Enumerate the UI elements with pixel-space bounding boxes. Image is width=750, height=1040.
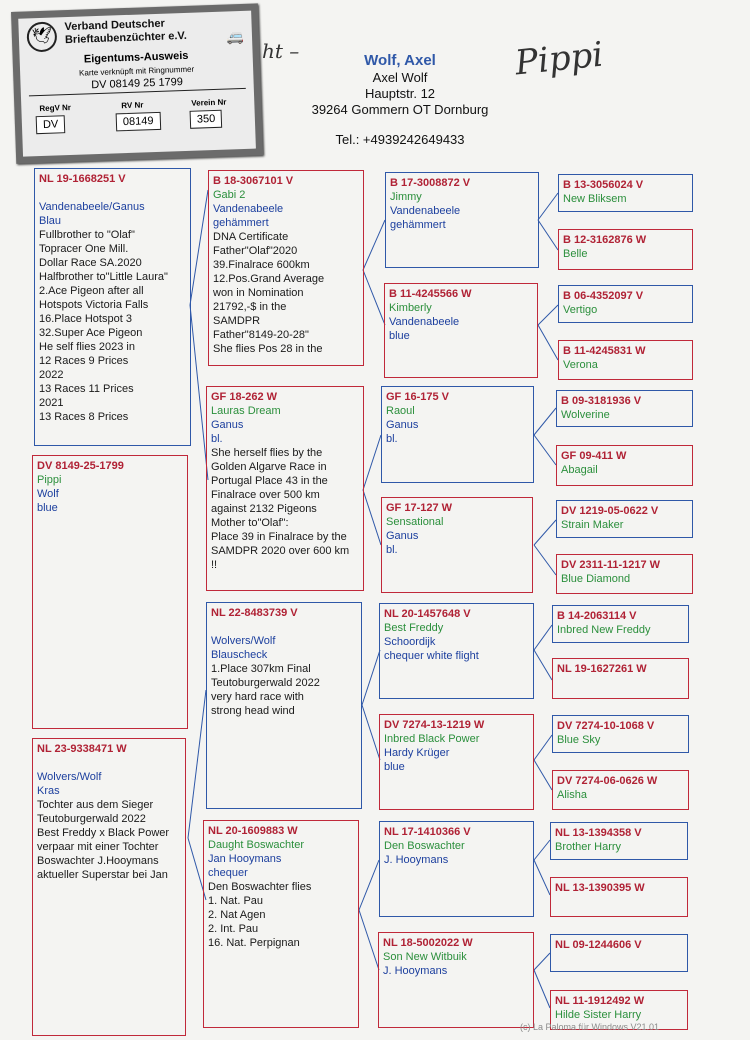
pigeon-name: Pippi — [37, 474, 62, 486]
ring-number: NL 13-1394358 V — [555, 827, 642, 839]
breed: Ganus — [386, 530, 419, 542]
connector-line — [363, 270, 385, 325]
color-text: Kras — [37, 785, 60, 797]
pedigree-box-g13 — [550, 822, 688, 860]
spacer — [211, 620, 357, 634]
verein-value: 350 — [190, 110, 223, 129]
pigeon-name: Inbred Black Power — [384, 733, 480, 745]
description-line: SAMDPR — [213, 315, 261, 327]
description-line: 16. Nat. Perpignan — [208, 937, 300, 949]
connector-line — [534, 650, 552, 680]
connector-line — [538, 325, 558, 360]
description-line: 2.Ace Pigeon after all — [39, 285, 144, 297]
description-line: Golden Algarve Race in — [211, 461, 327, 473]
handwritten-name: Pippi — [513, 34, 606, 84]
description-line: Finalrace over 500 km — [211, 489, 320, 501]
description-line: 12 Races 9 Prices — [39, 355, 129, 367]
pedigree-box-g11 — [552, 715, 689, 753]
connector-line — [362, 705, 380, 760]
connector-line — [534, 520, 556, 545]
pedigree-box-self_dam — [32, 738, 186, 1036]
connector-line — [534, 760, 552, 790]
ring-number: NL 09-1244606 V — [555, 939, 642, 951]
regv-label: RegV Nr — [39, 102, 72, 114]
pigeon-name: Vertigo — [563, 304, 598, 316]
color-text: blue — [37, 502, 58, 514]
handwritten-note: ht – — [262, 39, 300, 63]
pedigree-box-g6 — [556, 445, 693, 486]
description-line: Portugal Place 43 in the — [211, 475, 328, 487]
ring-number: NL 23-9338471 W — [37, 743, 127, 755]
description-line: DNA Certificate — [213, 231, 289, 243]
connector-line — [534, 735, 552, 760]
pigeon-name: Son New Witbuik — [383, 951, 467, 963]
description-line: 12.Pos.Grand Average — [213, 273, 325, 285]
color-text: blue — [389, 330, 410, 342]
ring-number: NL 13-1390395 W — [555, 882, 645, 894]
pigeon-name: Belle — [563, 248, 588, 260]
description-line: Halfbrother to"Little Laura" — [39, 271, 168, 283]
pedigree-box-g10 — [552, 658, 689, 699]
pedigree-box-g14 — [550, 877, 688, 917]
description-line: He self flies 2023 in — [39, 341, 135, 353]
pigeon-name: Den Boswachter — [384, 840, 465, 852]
pigeon-name: Best Freddy — [384, 622, 444, 634]
description-line: Teutoburgerwald 2022 — [37, 813, 146, 825]
color-text: bl. — [211, 433, 223, 445]
pigeon-name: Gabi 2 — [213, 189, 246, 201]
connector-line — [538, 220, 558, 250]
description-line: Den Boswachter flies — [208, 881, 312, 893]
description-line: Teutoburgerwald 2022 — [211, 677, 320, 689]
description-line: 1.Place 307km Final — [211, 663, 311, 675]
connector-line — [359, 860, 379, 910]
breed: Ganus — [211, 419, 244, 431]
card-org: Verband Deutscher Brieftaubenzüchter e.V. — [64, 17, 188, 47]
ring-number: GF 17-127 W — [386, 502, 453, 514]
ring-number: DV 7274-13-1219 W — [384, 719, 485, 731]
pedigree-box-dss — [379, 603, 534, 699]
description-line: aktueller Superstar bei Jan — [37, 869, 168, 881]
connector-line — [534, 545, 556, 575]
pigeon-name: Abagail — [561, 464, 598, 476]
pedigree-box-sdd — [381, 497, 533, 593]
verein-label: Verein Nr — [191, 97, 227, 108]
pedigree-box-ds — [206, 602, 362, 809]
description-line: very hard race with — [211, 691, 304, 703]
ring-number: DV 7274-10-1068 V — [557, 720, 655, 732]
description-line: She herself flies by the — [211, 447, 323, 459]
description-line: against 2132 Pigeons — [211, 503, 317, 515]
color-text: bl. — [386, 433, 398, 445]
connector-line — [534, 860, 550, 895]
spacer — [39, 186, 186, 200]
breed: Schoordijk — [384, 636, 436, 648]
ring-number: DV 8149-25-1799 — [37, 460, 124, 472]
color-text: Blauscheck — [211, 649, 268, 661]
description-line: SAMDPR 2020 over 600 km — [211, 545, 350, 557]
description-line: !! — [211, 559, 218, 571]
pigeon-name: Daught Boswachter — [208, 839, 304, 851]
pigeon-name: Blue Diamond — [561, 573, 631, 585]
connector-line — [363, 220, 385, 270]
description-line: 2021 — [39, 397, 64, 409]
pedigree-box-sd — [206, 386, 364, 591]
ring-number: NL 11-1912492 W — [555, 995, 645, 1007]
ring-number: NL 19-1627261 W — [557, 663, 647, 675]
description-line: Topracer One Mill. — [39, 243, 129, 255]
card-subtitle: Karte verknüpft mit Ringnummer — [78, 64, 195, 78]
pigeon-name: Raoul — [386, 405, 415, 417]
owner-street: Hauptstr. 12 — [364, 86, 436, 101]
ring-number: GF 16-175 V — [386, 391, 449, 403]
breed: Wolf — [37, 488, 59, 500]
description-line: won in Nomination — [213, 287, 304, 299]
pedigree-box-g7 — [556, 500, 693, 538]
breed: Vandenabeele — [389, 316, 460, 328]
connector-line — [534, 970, 550, 1008]
description-line: Tochter aus dem Sieger — [37, 799, 154, 811]
pigeon-name: Wolverine — [561, 409, 610, 421]
description-line: Father"Olaf"2020 — [213, 245, 298, 257]
ring-number: NL 20-1457648 V — [384, 608, 471, 620]
pedigree-box-g1 — [558, 174, 693, 212]
pedigree-box-g3 — [558, 285, 693, 323]
description-line: 13 Races 8 Prices — [39, 411, 129, 423]
ring-number: B 09-3181936 V — [561, 395, 642, 407]
ring-number: DV 1219-05-0622 V — [561, 505, 659, 517]
description-line: Fullbrother to "Olaf" — [39, 229, 135, 241]
ring-number: DV 2311-11-1217 W — [561, 559, 661, 571]
connector-line — [363, 490, 381, 545]
pedigree-box-self_sire — [34, 168, 191, 446]
pigeon-name: Kimberly — [389, 302, 432, 314]
ring-number: B 14-2063114 V — [557, 610, 637, 622]
rv-value: 08149 — [116, 112, 161, 132]
color-text: chequer — [208, 867, 248, 879]
color-text: bl. — [386, 544, 398, 556]
ring-number: GF 09-411 W — [561, 450, 627, 462]
pigeon-name: Sensational — [386, 516, 444, 528]
ring-number: NL 20-1609883 W — [208, 825, 298, 837]
description-line: 32.Super Ace Pigeon — [39, 327, 143, 339]
pedigree-box-sss — [385, 172, 539, 268]
pedigree-box-g5 — [556, 390, 693, 427]
pedigree-box-dsd — [379, 714, 534, 810]
pigeon-name: Hilde Sister Harry — [555, 1009, 642, 1021]
connector-line — [359, 910, 379, 970]
ring-number: B 11-4245831 W — [563, 345, 646, 357]
description-line: 16.Place Hotspot 3 — [39, 313, 132, 325]
color-text: blue — [384, 761, 405, 773]
pigeon-name: Inbred New Freddy — [557, 624, 651, 636]
ring-number: B 06-4352097 V — [563, 290, 644, 302]
pigeon-name: Lauras Dream — [211, 405, 281, 417]
connector-line — [534, 953, 550, 970]
color-text: gehämmert — [390, 219, 446, 231]
pigeon-name: Alisha — [557, 789, 587, 801]
breed: Wolvers/Wolf — [211, 635, 276, 647]
description-line: 2. Int. Pau — [208, 923, 259, 935]
pigeon-name: Brother Harry — [555, 841, 622, 853]
connector-line — [190, 190, 208, 305]
software-credit: (c) La Paloma für Windows V21.01 — [520, 1022, 660, 1032]
description-line: 2. Nat Agen — [208, 909, 266, 921]
connector-line — [534, 625, 552, 650]
description-line: strong head wind — [211, 705, 295, 717]
dove-logo-icon: 🕊 — [26, 21, 57, 52]
connector-line — [534, 408, 556, 435]
ring-number: DV 7274-06-0626 W — [557, 775, 658, 787]
description-line: Father"8149-20-28" — [213, 329, 309, 341]
color-text: Blau — [39, 215, 62, 227]
connector-line — [188, 690, 206, 838]
spacer — [37, 756, 181, 770]
pedigree-box-subject — [32, 455, 188, 729]
pedigree-box-g15 — [550, 934, 688, 972]
van-icon: 🚐 — [226, 27, 245, 45]
connector-line — [534, 840, 550, 860]
ring-number: B 18-3067101 V — [213, 175, 294, 187]
ring-number: NL 22-8483739 V — [211, 607, 298, 619]
breed: Jan Hooymans — [208, 853, 282, 865]
breed: J. Hooymans — [383, 965, 448, 977]
breed: Hardy Krüger — [384, 747, 450, 759]
description-line: Best Freddy x Black Power — [37, 827, 170, 839]
rv-label: RV Nr — [121, 100, 144, 111]
pigeon-name: Verona — [563, 359, 598, 371]
pedigree-box-g4 — [558, 340, 693, 380]
pedigree-box-ss — [208, 170, 364, 366]
breed: Vandenabeele — [390, 205, 461, 217]
pedigree-box-ssd — [384, 283, 538, 378]
pedigree-box-dd — [203, 820, 359, 1028]
ring-number: NL 18-5002022 W — [383, 937, 473, 949]
owner-phone: Tel.: +4939242649433 — [335, 132, 465, 147]
description-line: She flies Pos 28 in the — [213, 343, 323, 355]
owner-name-bold: Wolf, Axel — [364, 52, 436, 69]
pedigree-box-g2 — [558, 229, 693, 270]
card-title: Eigentums-Ausweis — [83, 49, 189, 66]
ring-number: B 17-3008872 V — [390, 177, 471, 189]
description-line: 2022 — [39, 369, 64, 381]
description-line: verpaar mit einer Tochter — [37, 841, 159, 853]
connector-line — [538, 305, 558, 325]
connector-line — [534, 435, 556, 465]
description-line: 39.Finalrace 600km — [213, 259, 310, 271]
breed: Vandenabeele/Ganus — [39, 201, 145, 213]
pedigree-box-g9 — [552, 605, 689, 643]
ring-number: GF 18-262 W — [211, 391, 278, 403]
regv-value: DV — [36, 115, 66, 134]
description-line: Mother to"Olaf": — [211, 517, 289, 529]
breed: Ganus — [386, 419, 419, 431]
connector-line — [538, 193, 558, 220]
connector-line — [363, 435, 381, 490]
ring-number: B 11-4245566 W — [389, 288, 472, 300]
ring-number: B 12-3162876 W — [563, 234, 647, 246]
pedigree-box-ddd — [378, 932, 534, 1028]
ring-number: B 13-3056024 V — [563, 179, 644, 191]
pedigree-box-g8 — [556, 554, 693, 594]
pedigree-box-g12 — [552, 770, 689, 810]
breed: Wolvers/Wolf — [37, 771, 102, 783]
description-line: 1. Nat. Pau — [208, 895, 264, 907]
card-ring-number: DV 08149 25 1799 — [28, 73, 245, 97]
description-line: 21792,-$ in the — [213, 301, 287, 313]
ring-number: NL 17-1410366 V — [384, 826, 471, 838]
owner-name: Axel Wolf — [372, 70, 428, 85]
breed: Vandenabeele — [213, 203, 284, 215]
pigeon-name: Blue Sky — [557, 734, 601, 746]
description-line: Hotspots Victoria Falls — [39, 299, 149, 311]
pigeon-name: Strain Maker — [561, 519, 624, 531]
pigeon-name: New Bliksem — [563, 193, 627, 205]
pedigree-box-sds — [381, 386, 534, 483]
breed: J. Hooymans — [384, 854, 449, 866]
description-line: Place 39 in Finalrace by the — [211, 531, 347, 543]
pigeon-name: Jimmy — [390, 191, 422, 203]
owner-city: 39264 Gommern OT Dornburg — [311, 102, 489, 117]
pedigree-box-dds — [379, 821, 534, 917]
description-line: Dollar Race SA.2020 — [39, 257, 142, 269]
color-text: gehämmert — [213, 217, 269, 229]
description-line: Boswachter J.Hooymans — [37, 855, 159, 867]
description-line: 13 Races 11 Prices — [39, 383, 134, 395]
connector-line — [362, 650, 380, 705]
color-text: chequer white flight — [384, 650, 479, 662]
ring-number: NL 19-1668251 V — [39, 173, 126, 185]
